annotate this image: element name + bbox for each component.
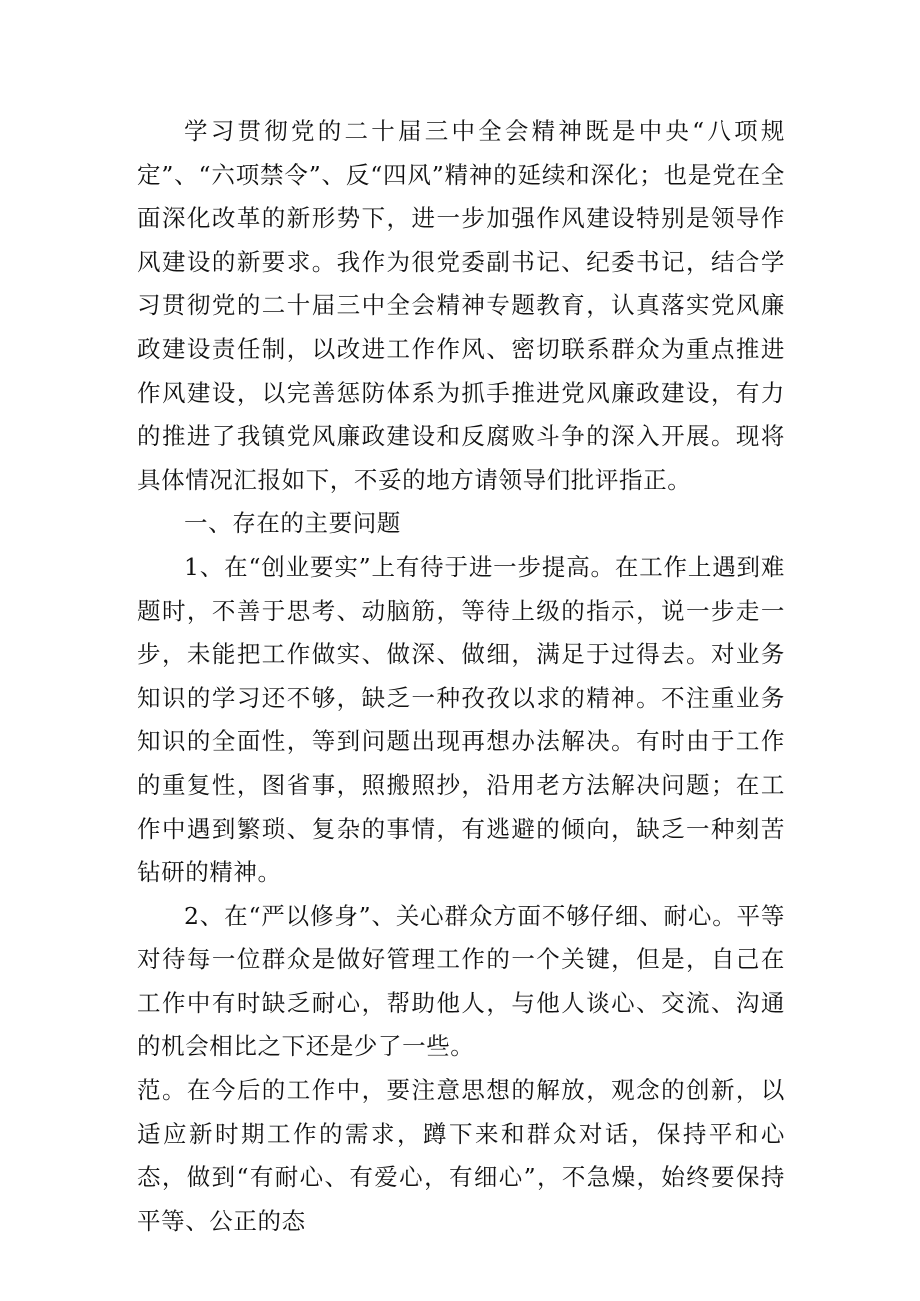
intro-paragraph: 学习贯彻党的二十届三中全会精神既是中央“八项规定”、“六项禁令”、反“四风”精神的延续和深化；也是党在全面深化改革的新形势下，进一步加强作风建设特别是领导作风建设的新要求。我作为很党委副书记、纪委书记，结合学习贯彻党的二十届三中全会精神专题教育，认真落实党风廉政建设责任制，以改进工作作风、密切联系群众为重点推进作风建设，以完善惩防体系为抓手推进党风廉政建设，有力的推进了我镇党风廉政建设和反腐败斗争的深入开展。现将具体情况汇报如下，不妥的地方请领导们批评指正。 — [137, 117, 785, 494]
continuation-paragraph: 范。在今后的工作中，要注意思想的解放，观念的创新，以适应新时期工作的需求，蹲下来和群众对话，保持平和心态，做到“有耐心、有爱心，有细心”，不急燥，始终要保持平等、公正的态 — [137, 1076, 785, 1235]
problem-item-2: 2、在“严以修身”、关心群众方面不够仔细、耐心。平等对待每一位群众是做好管理工作的一个关键，但是，自己在工作中有时缺乏耐心，帮助他人，与他人谈心、交流、沟通的机会相比之下还是少了一些。 — [137, 901, 785, 1061]
document-page — [137, 110, 785, 1243]
section-heading-problems: 一、存在的主要问题 — [184, 509, 401, 538]
problem-item-1: 1、在“创业要实”上有待于进一步提高。在工作上遇到难题时，不善于思考、动脑筋，等待上级的指示，说一步走一步，未能把工作做实、做深、做细，满足于过得去。对业务知识的学习还不够，缺乏一种孜孜以求的精神。不注重业务知识的全面性，等到问题出现再想办法解决。有时由于工作的重复性，图省事，照搬照抄，沿用老方法解决问题；在工作中遇到繁琐、复杂的事情，有逃避的倾向，缺乏一种刻苦钻研的精神。 — [137, 552, 785, 887]
